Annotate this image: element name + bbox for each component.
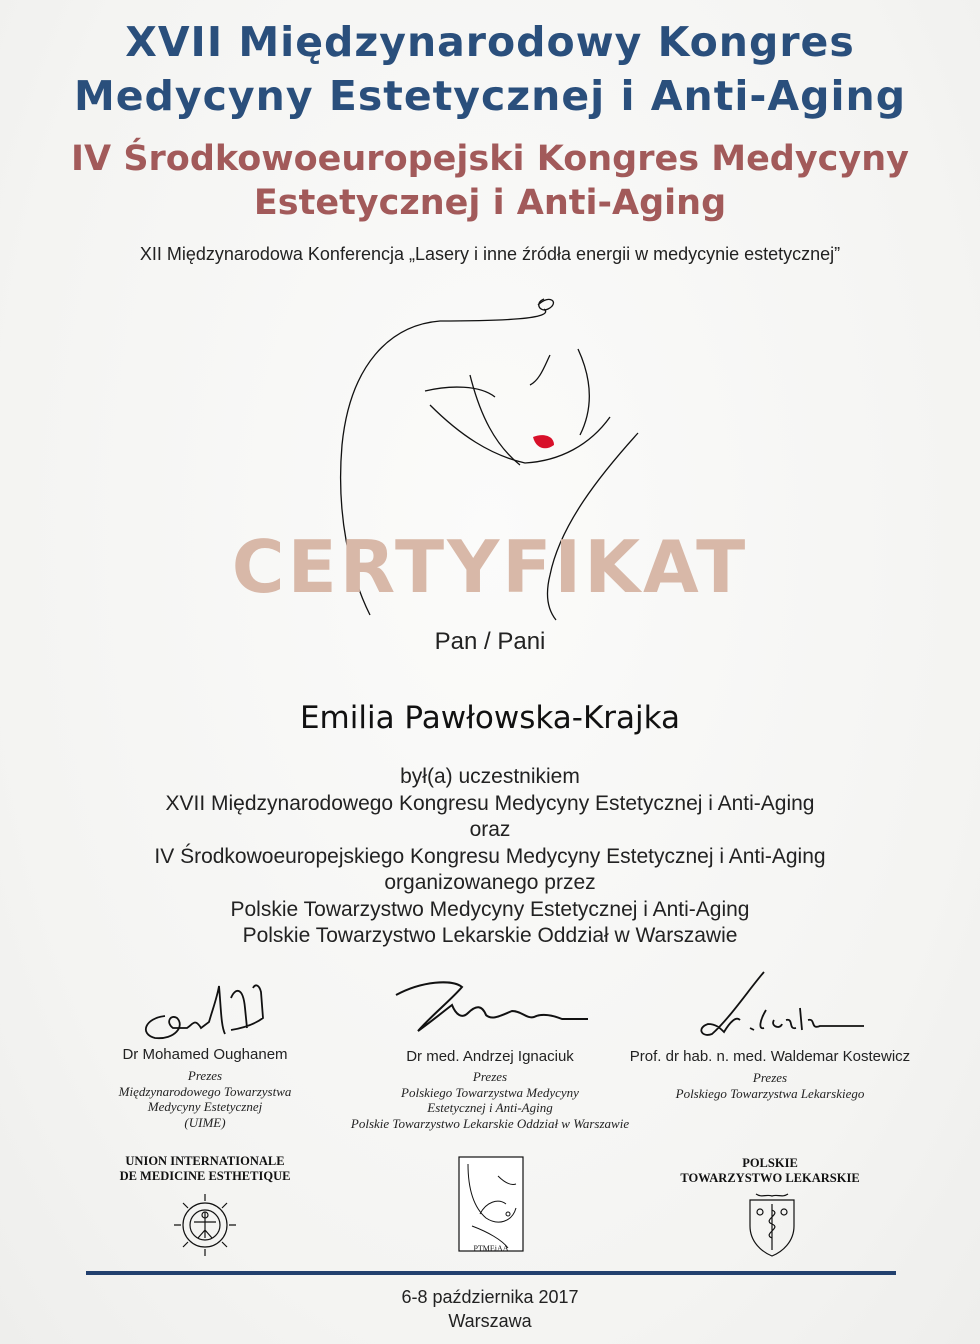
uime-name-line: DE MEDICINE ESTHETIQUE (119, 1169, 291, 1183)
body-line: Polskie Towarzystwo Lekarskie Oddział w Warszawie (242, 924, 738, 947)
signatory-1-role (80, 1068, 330, 1130)
footer-rule (86, 1271, 896, 1275)
role-line: Międzynarodowego Towarzystwa (118, 1083, 292, 1099)
title-line-2: Medycyny Estetycznej i Anti-Aging (73, 72, 907, 120)
signature-kostewicz (690, 968, 870, 1048)
role-line: Polskiego Towarzystwa Lekarskiego (675, 1085, 865, 1101)
salutation: Pan / Pani (434, 628, 546, 655)
subtitle-line-2: Estetycznej i Anti-Aging (253, 183, 727, 223)
signatory-3-role (620, 1070, 920, 1101)
ptl-emblem-icon (742, 1190, 802, 1258)
role-line: Prezes (752, 1070, 788, 1085)
role-line: Polskie Towarzystwo Lekarskie Oddział w Warszawie (350, 1115, 630, 1131)
uime-name (100, 1154, 310, 1184)
conference-line: XII Międzynarodowa Konferencja „Lasery i inne źródła energii w medycynie estetycznej” (139, 244, 841, 264)
body-line: IV Środkowoeuropejskiego Kongresu Medycyny Estetycznej i Anti-Aging (154, 844, 826, 868)
ptmeiaa-logo-icon (458, 1156, 524, 1258)
signatory-3-name: Prof. dr hab. n. med. Waldemar Kostewicz (629, 1048, 911, 1065)
uime-name-line: UNION INTERNATIONALE (125, 1154, 285, 1168)
ptl-name-line: TOWARZYSTWO LEKARSKIE (680, 1171, 860, 1185)
signatory-2-role (330, 1069, 650, 1131)
title-line-1: XVII Międzynarodowy Kongres (125, 18, 855, 66)
footer-city: Warszawa (448, 1311, 532, 1331)
signatory-2-name: Dr med. Andrzej Ignaciuk (406, 1048, 574, 1065)
recipient-name: Emilia Pawłowska-Krajka (299, 700, 681, 736)
role-line: Polskiego Towarzystwa Medycyny (401, 1084, 579, 1100)
subtitle-line-1: IV Środkowoeuropejski Kongres Medycyny (71, 139, 909, 179)
role-line: Prezes (472, 1069, 508, 1084)
signature-ignaciuk (392, 975, 592, 1035)
signatory-1-name: Dr Mohamed Oughanem (122, 1046, 288, 1063)
role-line: (UIME) (184, 1114, 226, 1130)
body-line: Polskie Towarzystwo Medycyny Estetycznej i Anti-Aging (230, 897, 750, 921)
uime-emblem-icon (170, 1190, 240, 1260)
ptmeiaa-logo-text: PTMEiAA (473, 1244, 509, 1253)
ptl-name (660, 1156, 880, 1186)
signature-oughanem (135, 978, 275, 1048)
body-line: XVII Międzynarodowego Kongresu Medycyny Estetycznej i Anti-Aging (165, 791, 815, 815)
ptl-name-line: POLSKIE (742, 1156, 798, 1170)
footer-date: 6-8 października 2017 (401, 1287, 579, 1307)
body-line: organizowanego przez (384, 871, 596, 894)
certificate-title: CERTYFIKAT (231, 525, 749, 609)
body-line: był(a) uczestnikiem (400, 765, 580, 788)
role-line: Prezes (187, 1068, 223, 1083)
certificate-body (0, 764, 980, 950)
body-line: oraz (469, 818, 511, 841)
role-line: Estetycznej i Anti-Aging (427, 1100, 553, 1115)
role-line: Medycyny Estetycznej (147, 1099, 263, 1114)
